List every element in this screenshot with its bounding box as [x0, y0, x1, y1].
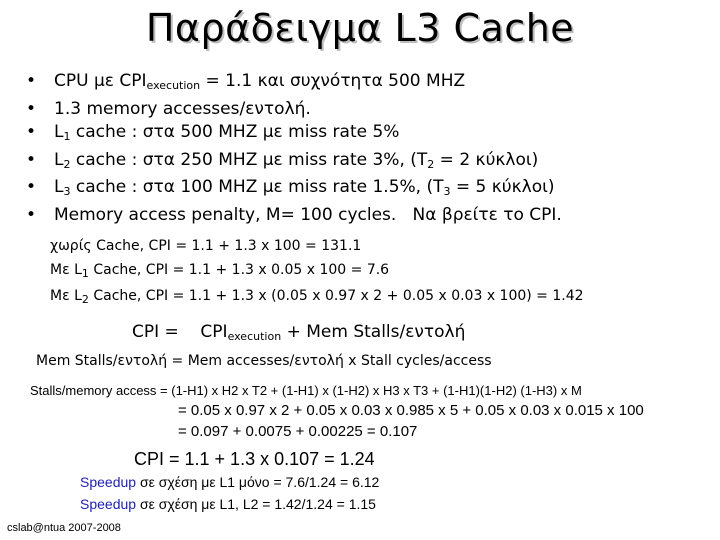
calc-l2-cache: Με $L_2$ Cache, CPI = 1.1 + 1.3 x (0.05 x 0.97 x 2 + 0.05 x 0.03 x 100) = 1.42	[50, 288, 584, 306]
cpi-final: CPI = 1.1 + 1.3 x 0.107 = 1.24	[134, 449, 375, 469]
slide-title: Παράδειγμα L3 Cache	[145, 6, 575, 50]
footer-credit: cslab@ntua 2007-2008	[7, 522, 121, 534]
bullet-dot: •	[26, 98, 37, 119]
speedup-l1: Speedup σε σχέση με L1 μόνο = 7.6/1.24 = 6.12	[80, 474, 380, 490]
bullet-dot: •	[26, 177, 37, 197]
calc-no-cache: χωρίς Cache, CPI = 1.1 + 1.3 x 100 = 131.1	[50, 238, 362, 254]
task-statement: Να βρείτε το CPI.	[412, 204, 562, 225]
bullet-memory-accesses: • 1.3 memory accesses/εντολή.	[26, 98, 562, 122]
cpi-formula: CPI = $CPI_{execution}$ + Mem Stalls/εντολή	[132, 322, 466, 343]
speedup-l1-l2: Speedup σε σχέση με L1, L2 = 1.42/1.24 = 1.15	[80, 496, 376, 512]
bullet-dot: •	[26, 204, 37, 225]
bullet-l2-cache: • $L_2$ cache : στα 250 MHZ με miss rate 3%, ($T_2 = 2$ κύκλοι)	[26, 149, 539, 171]
stalls-result: = 0.097 + 0.0075 + 0.00225 = 0.107	[178, 423, 418, 440]
stalls-formula: Stalls/memory access = (1-H1) x H2 x T2 + (1-H1) x (1-H2) x H3 x T3 + (1-H1)(1-H2) (1-H3) x M	[30, 383, 582, 398]
mem-stalls-definition: Mem Stalls/εντολή = Mem accesses/εντολή x Stall cycles/access	[36, 353, 492, 369]
bullet-dot: •	[26, 122, 37, 142]
stalls-values: = 0.05 x 0.97 x 2 + 0.05 x 0.03 x 0.985 x 5 + 0.05 x 0.03 x 0.015 x 100	[178, 402, 644, 419]
speedup-keyword: Speedup	[80, 496, 137, 512]
calc-l1-cache: Με $L_1$ Cache, CPI = 1.1 + 1.3 x 0.05 x 100 = 7.6	[50, 262, 390, 280]
bullet-dot: •	[26, 71, 37, 91]
bullet-dot: •	[26, 149, 37, 170]
bullet-l1-cache: • $L_1$ cache : στα 500 MHZ με miss rate 5%	[26, 122, 400, 143]
bullet-memory-penalty: • Memory access penalty, M= 100 cycles. Να βρείτε το CPI.	[26, 204, 562, 228]
speedup-keyword: Speedup	[80, 474, 137, 490]
bullet-cpu: • CPU με $CPI_{execution} = 1.1$ και συχνότητα 500 MHZ	[26, 71, 466, 92]
bullet-list	[26, 70, 562, 227]
bullet-l3-cache: • $L_3$ cache : στα 100 MHZ με miss rate 1.5%, ($T_3 = 5$ κύκλοι)	[26, 177, 555, 198]
